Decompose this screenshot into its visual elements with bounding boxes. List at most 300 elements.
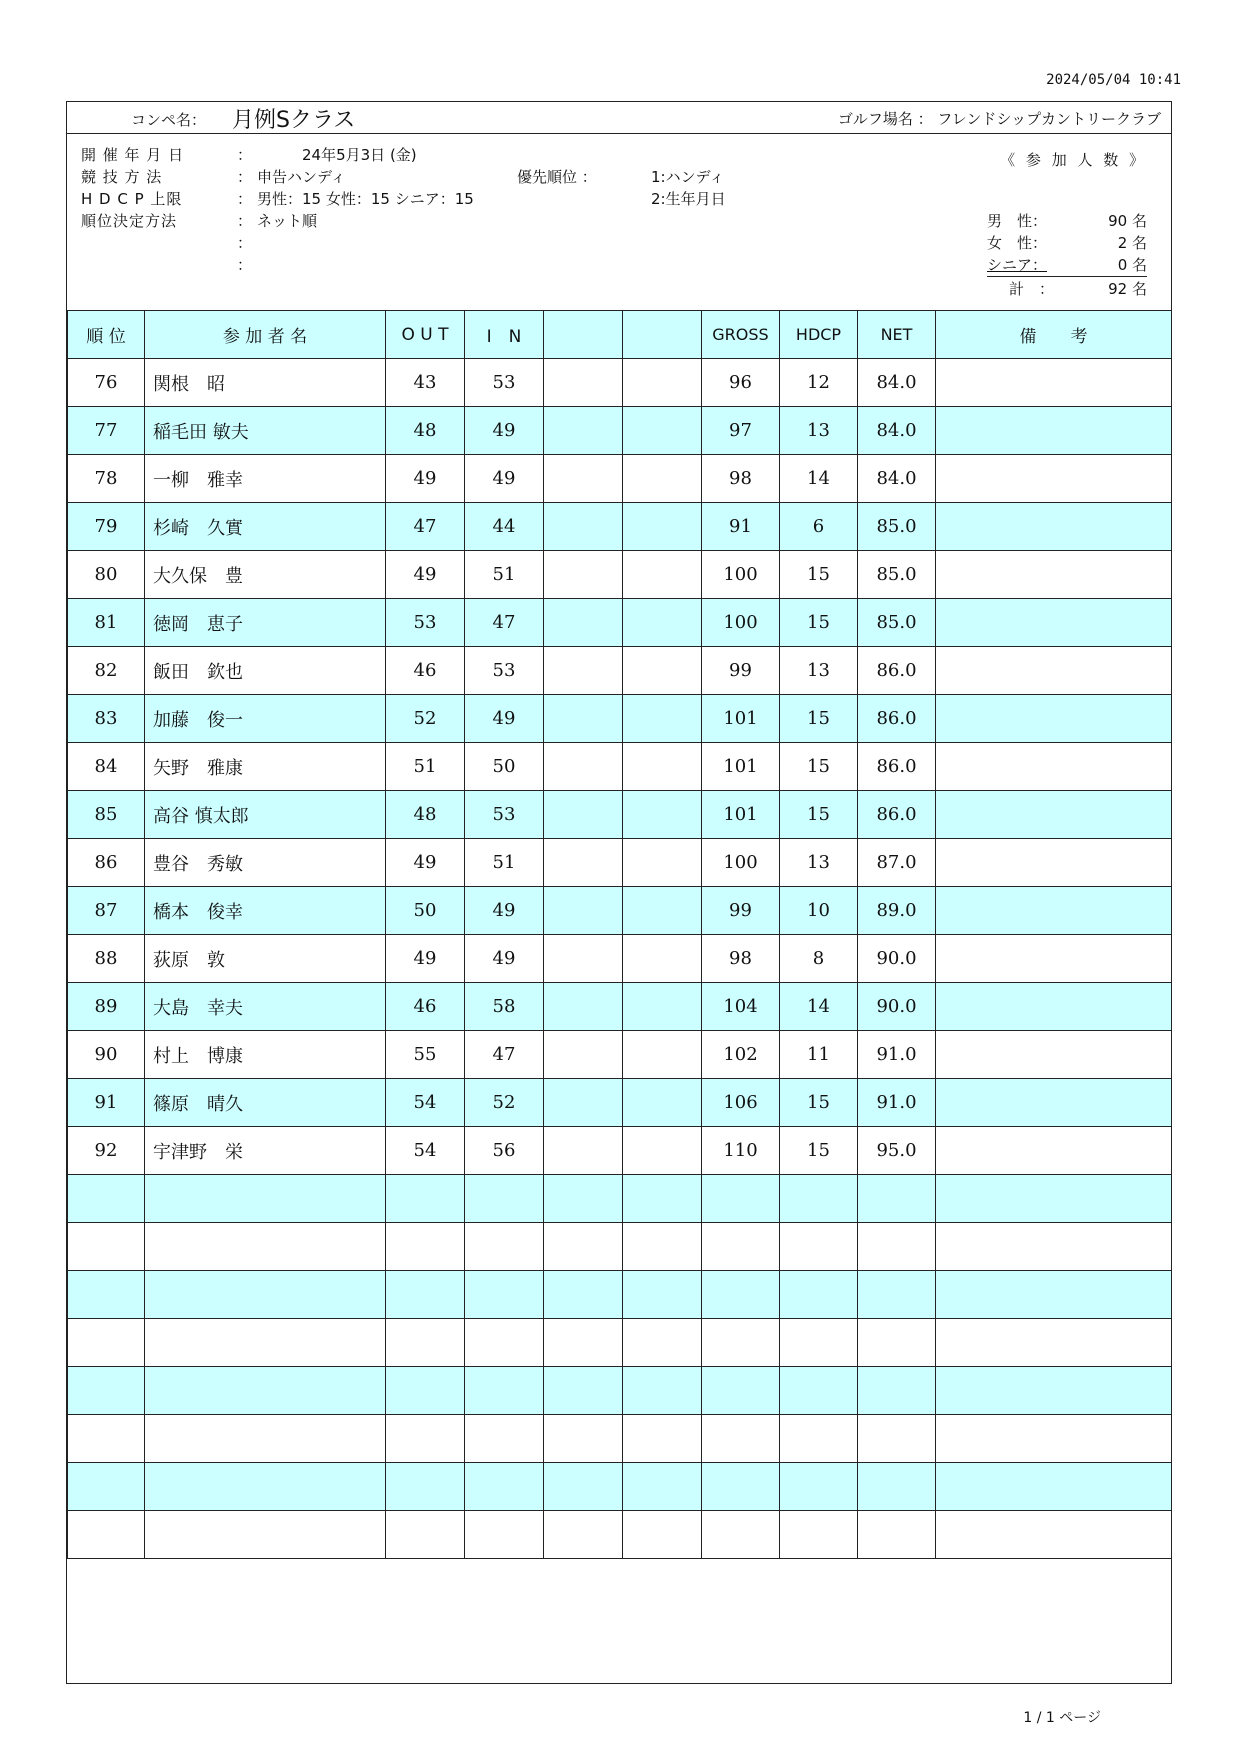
blank-cell-1 (544, 1271, 623, 1319)
blank-cell-1 (544, 551, 623, 599)
blank-cell-2 (623, 1175, 702, 1223)
remarks-cell (936, 695, 1172, 743)
name-cell: 橋本 俊幸 (145, 887, 386, 935)
rank-method-colon: ： (237, 212, 253, 230)
rank-cell: 90 (68, 1031, 145, 1079)
col-blank-2 (623, 311, 702, 359)
competition-label: コンペ名： (131, 111, 207, 129)
hdcp-cell (780, 1319, 858, 1367)
col-rank: 順 位 (68, 311, 145, 359)
gross-cell: 97 (702, 407, 780, 455)
name-cell (145, 1223, 386, 1271)
out-cell (386, 1367, 465, 1415)
hdcp-cell: 13 (780, 647, 858, 695)
name-cell: 一柳 雅幸 (145, 455, 386, 503)
blank-cell-1 (544, 1031, 623, 1079)
net-cell (858, 1175, 936, 1223)
table-row (68, 359, 1172, 407)
out-cell: 49 (386, 551, 465, 599)
table-row (68, 695, 1172, 743)
total-count: 92 名 (1108, 280, 1147, 298)
remarks-cell (936, 887, 1172, 935)
out-cell: 49 (386, 839, 465, 887)
blank-cell-1 (544, 1127, 623, 1175)
blank-cell-1 (544, 695, 623, 743)
table-row (68, 1511, 1172, 1559)
table-row (68, 551, 1172, 599)
rank-cell: 92 (68, 1127, 145, 1175)
remarks-cell (936, 1127, 1172, 1175)
blank-cell-2 (623, 455, 702, 503)
gross-cell (702, 1223, 780, 1271)
blank-cell-1 (544, 1319, 623, 1367)
in-cell: 49 (465, 695, 544, 743)
out-cell: 46 (386, 983, 465, 1031)
remarks-cell (936, 791, 1172, 839)
remarks-cell (936, 407, 1172, 455)
table-row (68, 1367, 1172, 1415)
in-cell (465, 1463, 544, 1511)
blank-cell-1 (544, 647, 623, 695)
col-in: I N (465, 311, 544, 359)
table-header-row (68, 311, 1172, 359)
hdcp-cell: 15 (780, 695, 858, 743)
table-row (68, 503, 1172, 551)
priority-2: 2:生年月日 (651, 190, 726, 208)
name-cell (145, 1319, 386, 1367)
count-senior (987, 254, 1147, 277)
female-label: 女 性： (987, 234, 1048, 252)
blank-cell-2 (623, 695, 702, 743)
net-cell: 86.0 (858, 743, 936, 791)
remarks-cell (936, 935, 1172, 983)
remarks-cell (936, 1511, 1172, 1559)
net-cell (858, 1367, 936, 1415)
blank-cell-1 (544, 1223, 623, 1271)
col-net: NET (858, 311, 936, 359)
out-cell (386, 1511, 465, 1559)
blank-cell-2 (623, 551, 702, 599)
in-cell: 53 (465, 647, 544, 695)
remarks-cell (936, 1271, 1172, 1319)
page-indicator: 1 / 1 ページ (1023, 1710, 1101, 1726)
gross-cell: 104 (702, 983, 780, 1031)
gross-cell (702, 1415, 780, 1463)
gross-cell: 101 (702, 695, 780, 743)
blank-cell-2 (623, 407, 702, 455)
gross-cell: 106 (702, 1079, 780, 1127)
table-row (68, 407, 1172, 455)
gross-cell: 100 (702, 551, 780, 599)
blank-cell-1 (544, 1079, 623, 1127)
name-cell: 加藤 俊一 (145, 695, 386, 743)
blank-cell-1 (544, 1463, 623, 1511)
blank-cell-1 (544, 887, 623, 935)
remarks-cell (936, 1367, 1172, 1415)
rank-cell: 76 (68, 359, 145, 407)
gross-cell (702, 1367, 780, 1415)
out-cell: 48 (386, 791, 465, 839)
in-cell: 44 (465, 503, 544, 551)
in-cell (465, 1415, 544, 1463)
blank-cell-1 (544, 1511, 623, 1559)
hdcp-cell (780, 1511, 858, 1559)
gross-cell: 99 (702, 887, 780, 935)
gross-cell (702, 1511, 780, 1559)
hdcp-value: 男性：15 女性：15 シニア：15 (257, 190, 474, 208)
rank-cell: 77 (68, 407, 145, 455)
out-cell (386, 1223, 465, 1271)
hdcp-cell (780, 1223, 858, 1271)
blank-cell-2 (623, 839, 702, 887)
name-cell: 篠原 晴久 (145, 1079, 386, 1127)
table-row (68, 1463, 1172, 1511)
gross-cell: 98 (702, 935, 780, 983)
date-label: 開 催 年 月 日 (81, 146, 185, 164)
blank-cell-1 (544, 1415, 623, 1463)
name-cell (145, 1511, 386, 1559)
out-cell (386, 1271, 465, 1319)
rank-cell (68, 1319, 145, 1367)
table-row (68, 935, 1172, 983)
table-row (68, 1175, 1172, 1223)
name-cell: 宇津野 栄 (145, 1127, 386, 1175)
in-cell: 52 (465, 1079, 544, 1127)
hdcp-cell (780, 1271, 858, 1319)
method-colon: ： (237, 168, 253, 186)
rank-cell: 82 (68, 647, 145, 695)
table-row (68, 839, 1172, 887)
blank-cell-1 (544, 839, 623, 887)
blank-cell-1 (544, 791, 623, 839)
name-cell (145, 1271, 386, 1319)
blank-cell-2 (623, 1367, 702, 1415)
blank-cell-1 (544, 503, 623, 551)
blank-colon-1: ： (237, 234, 253, 252)
results-sheet (66, 101, 1172, 1684)
total-label: 計 ： (1009, 280, 1055, 298)
name-cell: 高谷 慎太郎 (145, 791, 386, 839)
remarks-cell (936, 503, 1172, 551)
participants-header: 《 参 加 人 数 》 (1000, 151, 1147, 169)
hdcp-cell: 10 (780, 887, 858, 935)
title-bar (67, 102, 1171, 134)
remarks-cell (936, 1079, 1172, 1127)
rank-cell (68, 1511, 145, 1559)
blank-cell-2 (623, 1463, 702, 1511)
rank-cell: 83 (68, 695, 145, 743)
table-row (68, 743, 1172, 791)
in-cell: 50 (465, 743, 544, 791)
hdcp-cell: 15 (780, 1079, 858, 1127)
col-gross: GROSS (702, 311, 780, 359)
name-cell (145, 1463, 386, 1511)
net-cell (858, 1223, 936, 1271)
net-cell: 84.0 (858, 407, 936, 455)
gross-cell (702, 1463, 780, 1511)
hdcp-cell: 6 (780, 503, 858, 551)
hdcp-cell (780, 1415, 858, 1463)
out-cell: 52 (386, 695, 465, 743)
blank-cell-2 (623, 935, 702, 983)
gross-cell: 91 (702, 503, 780, 551)
gross-cell: 100 (702, 839, 780, 887)
method-value: 申告ハンディ (257, 168, 346, 186)
col-blank-1 (544, 311, 623, 359)
out-cell: 49 (386, 935, 465, 983)
net-cell: 91.0 (858, 1031, 936, 1079)
out-cell: 51 (386, 743, 465, 791)
out-cell: 55 (386, 1031, 465, 1079)
blank-cell-2 (623, 1271, 702, 1319)
net-cell: 91.0 (858, 1079, 936, 1127)
net-cell (858, 1463, 936, 1511)
out-cell: 50 (386, 887, 465, 935)
remarks-cell (936, 1175, 1172, 1223)
blank-cell-2 (623, 647, 702, 695)
hdcp-colon: ： (237, 190, 253, 208)
senior-label: シニア： (987, 256, 1048, 274)
gross-cell: 101 (702, 743, 780, 791)
in-cell: 49 (465, 935, 544, 983)
blank-cell-1 (544, 1175, 623, 1223)
blank-cell-2 (623, 791, 702, 839)
net-cell: 86.0 (858, 647, 936, 695)
net-cell: 86.0 (858, 791, 936, 839)
blank-cell-1 (544, 935, 623, 983)
rank-cell (68, 1367, 145, 1415)
table-row (68, 1415, 1172, 1463)
out-cell: 46 (386, 647, 465, 695)
remarks-cell (936, 359, 1172, 407)
remarks-cell (936, 1415, 1172, 1463)
table-row (68, 455, 1172, 503)
table-row (68, 1271, 1172, 1319)
hdcp-cell: 15 (780, 1127, 858, 1175)
rank-cell: 89 (68, 983, 145, 1031)
hdcp-cell: 13 (780, 407, 858, 455)
net-cell: 89.0 (858, 887, 936, 935)
gross-cell: 102 (702, 1031, 780, 1079)
in-cell: 51 (465, 551, 544, 599)
net-cell: 84.0 (858, 455, 936, 503)
blank-cell-2 (623, 1031, 702, 1079)
table-row (68, 1127, 1172, 1175)
print-timestamp: 2024/05/04 10:41 (1046, 72, 1181, 88)
name-cell: 杉崎 久實 (145, 503, 386, 551)
hdcp-cell: 15 (780, 791, 858, 839)
name-cell: 大島 幸夫 (145, 983, 386, 1031)
rank-cell: 79 (68, 503, 145, 551)
table-row (68, 1031, 1172, 1079)
gross-cell: 99 (702, 647, 780, 695)
competition-name: 月例Sクラス (232, 108, 356, 133)
table-row (68, 1079, 1172, 1127)
rank-cell: 80 (68, 551, 145, 599)
out-cell: 47 (386, 503, 465, 551)
net-cell: 90.0 (858, 935, 936, 983)
blank-cell-1 (544, 983, 623, 1031)
blank-cell-2 (623, 983, 702, 1031)
competition-info (67, 133, 1171, 311)
name-cell: 関根 昭 (145, 359, 386, 407)
name-cell (145, 1367, 386, 1415)
net-cell: 85.0 (858, 551, 936, 599)
name-cell: 飯田 欽也 (145, 647, 386, 695)
name-cell: 大久保 豊 (145, 551, 386, 599)
remarks-cell (936, 1463, 1172, 1511)
table-row (68, 647, 1172, 695)
rank-cell: 78 (68, 455, 145, 503)
table-body (68, 359, 1172, 1559)
male-label: 男 性： (987, 212, 1048, 230)
hdcp-cell: 15 (780, 551, 858, 599)
gross-cell (702, 1175, 780, 1223)
net-cell: 85.0 (858, 599, 936, 647)
female-count: 2 名 (1117, 234, 1147, 252)
priority-1: 1:ハンディ (651, 168, 725, 186)
hdcp-cell: 14 (780, 455, 858, 503)
remarks-cell (936, 983, 1172, 1031)
in-cell: 49 (465, 407, 544, 455)
name-cell: 矢野 雅康 (145, 743, 386, 791)
out-cell (386, 1415, 465, 1463)
out-cell (386, 1463, 465, 1511)
gross-cell: 100 (702, 599, 780, 647)
in-cell: 53 (465, 359, 544, 407)
count-female (987, 232, 1147, 254)
senior-count: 0 名 (1117, 256, 1147, 274)
blank-cell-1 (544, 743, 623, 791)
in-cell (465, 1271, 544, 1319)
name-cell (145, 1415, 386, 1463)
net-cell: 87.0 (858, 839, 936, 887)
in-cell: 47 (465, 599, 544, 647)
name-cell: 豊谷 秀敏 (145, 839, 386, 887)
count-male (987, 210, 1147, 232)
male-count: 90 名 (1108, 212, 1147, 230)
out-cell (386, 1175, 465, 1223)
blank-colon-2: ： (237, 256, 253, 274)
rank-method-value: ネット順 (257, 212, 318, 230)
hdcp-label: H D C P 上限 (81, 190, 183, 208)
remarks-cell (936, 551, 1172, 599)
rank-cell: 91 (68, 1079, 145, 1127)
net-cell: 90.0 (858, 983, 936, 1031)
out-cell (386, 1319, 465, 1367)
net-cell (858, 1271, 936, 1319)
in-cell (465, 1223, 544, 1271)
out-cell: 43 (386, 359, 465, 407)
hdcp-cell: 12 (780, 359, 858, 407)
gross-cell (702, 1271, 780, 1319)
hdcp-cell: 15 (780, 743, 858, 791)
remarks-cell (936, 1319, 1172, 1367)
rank-cell: 86 (68, 839, 145, 887)
out-cell: 48 (386, 407, 465, 455)
remarks-cell (936, 599, 1172, 647)
in-cell: 49 (465, 455, 544, 503)
gross-cell: 96 (702, 359, 780, 407)
rank-cell (68, 1175, 145, 1223)
method-label: 競 技 方 法 (81, 168, 163, 186)
rank-cell: 87 (68, 887, 145, 935)
in-cell: 58 (465, 983, 544, 1031)
hdcp-cell: 11 (780, 1031, 858, 1079)
in-cell (465, 1175, 544, 1223)
remarks-cell (936, 647, 1172, 695)
gross-cell: 110 (702, 1127, 780, 1175)
col-hdcp: HDCP (780, 311, 858, 359)
remarks-cell (936, 455, 1172, 503)
blank-cell-2 (623, 503, 702, 551)
in-cell (465, 1367, 544, 1415)
col-name: 参 加 者 名 (145, 311, 386, 359)
blank-cell-2 (623, 1415, 702, 1463)
in-cell: 56 (465, 1127, 544, 1175)
rank-cell: 88 (68, 935, 145, 983)
gross-cell: 98 (702, 455, 780, 503)
in-cell: 49 (465, 887, 544, 935)
in-cell: 51 (465, 839, 544, 887)
hdcp-cell: 14 (780, 983, 858, 1031)
blank-cell-1 (544, 455, 623, 503)
out-cell: 53 (386, 599, 465, 647)
rank-cell: 85 (68, 791, 145, 839)
remarks-cell (936, 1031, 1172, 1079)
in-cell (465, 1511, 544, 1559)
blank-cell-2 (623, 1223, 702, 1271)
blank-cell-2 (623, 359, 702, 407)
net-cell: 86.0 (858, 695, 936, 743)
gross-cell (702, 1319, 780, 1367)
out-cell: 49 (386, 455, 465, 503)
table-row (68, 1319, 1172, 1367)
in-cell (465, 1319, 544, 1367)
rank-cell (68, 1271, 145, 1319)
rank-method-label: 順位決定方法 (81, 212, 178, 230)
rank-cell (68, 1463, 145, 1511)
hdcp-cell: 15 (780, 599, 858, 647)
name-cell (145, 1175, 386, 1223)
blank-cell-2 (623, 1079, 702, 1127)
col-remarks: 備 考 (936, 311, 1172, 359)
in-cell: 53 (465, 791, 544, 839)
table-row (68, 1223, 1172, 1271)
blank-cell-2 (623, 1319, 702, 1367)
in-cell: 47 (465, 1031, 544, 1079)
table-row (68, 983, 1172, 1031)
hdcp-cell (780, 1175, 858, 1223)
date-value: 24年5月3日 (金) (302, 146, 417, 164)
count-total (987, 278, 1147, 300)
blank-cell-2 (623, 743, 702, 791)
out-cell: 54 (386, 1127, 465, 1175)
blank-cell-1 (544, 599, 623, 647)
results-table (67, 310, 1172, 1559)
blank-cell-1 (544, 1367, 623, 1415)
net-cell (858, 1415, 936, 1463)
table-row (68, 599, 1172, 647)
hdcp-cell: 13 (780, 839, 858, 887)
date-colon: ： (237, 146, 253, 164)
name-cell: 稲毛田 敏夫 (145, 407, 386, 455)
rank-cell (68, 1223, 145, 1271)
name-cell: 徳岡 恵子 (145, 599, 386, 647)
rank-cell: 81 (68, 599, 145, 647)
out-cell: 54 (386, 1079, 465, 1127)
net-cell (858, 1511, 936, 1559)
